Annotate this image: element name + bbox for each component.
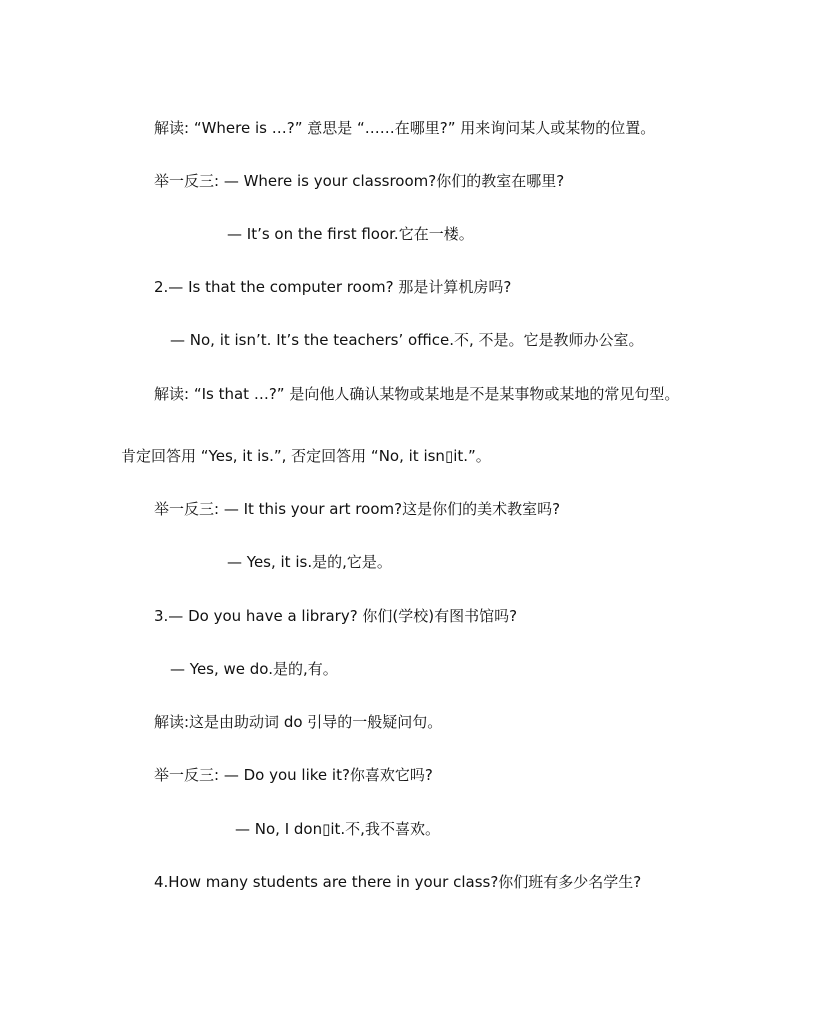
text-line-4: 2.— Is that the computer room? 那是计算机房吗? bbox=[154, 278, 512, 296]
text-line-12: 解读:这是由助动词 do 引导的一般疑问句。 bbox=[154, 713, 443, 731]
text-line-1: 解读: “Where is …?” 意思是 “……在哪里?” 用来询问某人或某物的位置。 bbox=[154, 119, 656, 137]
text-line-7: 肯定回答用 “Yes, it is.”, 否定回答用 “No, it isn▯it.”。 bbox=[121, 447, 491, 465]
text-line-14: — No, I don▯it.不,我不喜欢。 bbox=[235, 820, 440, 838]
text-line-2: 举一反三: — Where is your classroom?你们的教室在哪里? bbox=[154, 172, 565, 190]
text-line-5: — No, it isn’t. It’s the teachers’ office.不, 不是。它是教师办公室。 bbox=[170, 331, 644, 349]
text-line-10: 3.— Do you have a library? 你们(学校)有图书馆吗? bbox=[154, 607, 518, 625]
text-line-13: 举一反三: — Do you like it?你喜欢它吗? bbox=[154, 766, 433, 784]
text-line-9: — Yes, it is.是的,它是。 bbox=[227, 553, 392, 571]
text-line-15: 4.How many students are there in your class?你们班有多少名学生? bbox=[154, 873, 642, 891]
text-line-8: 举一反三: — It this your art room?这是你们的美术教室吗? bbox=[154, 500, 561, 518]
text-line-6: 解读: “Is that …?” 是向他人确认某物或某地是不是某事物或某地的常见句型。 bbox=[154, 385, 680, 403]
text-line-11: — Yes, we do.是的,有。 bbox=[170, 660, 338, 678]
text-line-3: — It’s on the first floor.它在一楼。 bbox=[227, 225, 474, 243]
